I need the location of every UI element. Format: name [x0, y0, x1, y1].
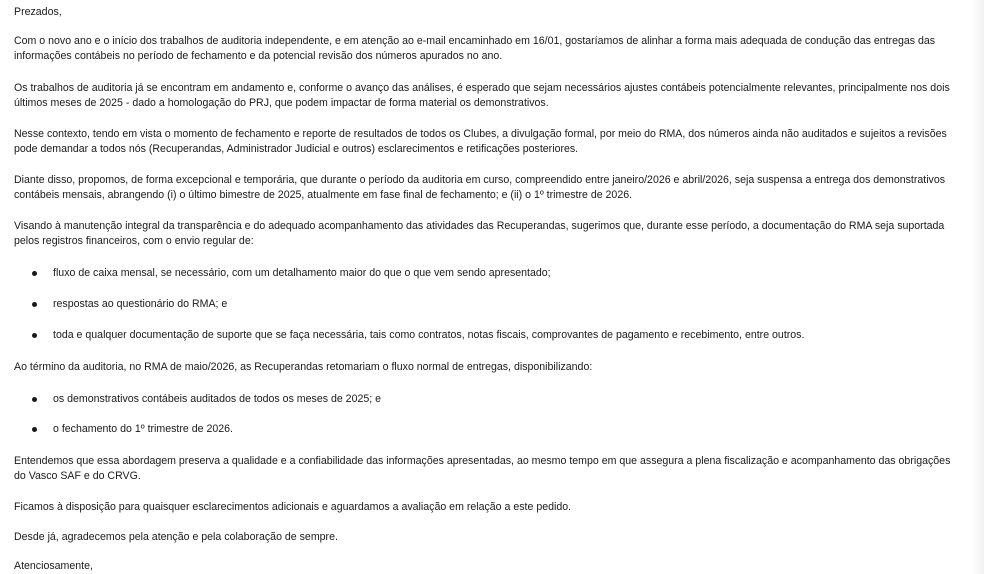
list-item-text: respostas ao questionário do RMA; e [53, 298, 228, 310]
bullet-icon [32, 271, 37, 276]
bullet-icon [32, 302, 37, 307]
paragraph-availability: Ficamos à disposição para quaisquer esclarecimentos adicionais e aguardamos a avaliação em relação a este pedido. [14, 501, 572, 513]
list-item-text: os demonstrativos contábeis auditados de todos os meses de 2025; e [53, 393, 382, 405]
paragraph-proposal: Diante disso, propomos, de forma excepcional e temporária, que durante o período da auditoria em curso, compreendido entre janeiro/2026 e abril/2026, seja suspensa a entrega dos demonstrativos contábeis mensais, abrangendo (i) o último bimestre de 2025, atualmente em fase final de fechamento; e (ii) o 1º trimestre de 2026. [14, 174, 946, 201]
paragraph-approach: Entendemos que essa abordagem preserva a qualidade e a confiabilidade das informações apresentadas, ao mesmo tempo em que assegura a plena fiscalização e acompanhamento das obrigações do Vasco SAF e do CRVG. [14, 455, 951, 482]
list-item [32, 392, 381, 407]
paragraph-intro: Com o novo ano e o início dos trabalhos de auditoria independente, e em atenção ao e-mail encaminhado em 16/01, gostaríamos de alinhar a forma mais adequada de condução das entregas das informações contábeis no período de fechamento e da potencial revisão dos números apurados no ano. [14, 35, 936, 62]
list-item [32, 422, 233, 437]
paragraph-transparency: Visando à manutenção integral da transparência e do adequado acompanhamento das atividades das Recuperandas, sugerimos que, durante esse período, a documentação do RMA seja suportada pelos registros financeiros, com o envio regular de: [14, 220, 945, 247]
paragraph-after-audit: Ao término da auditoria, no RMA de maio/2026, as Recuperandas retomariam o fluxo normal de entregas, disponibilizando: [14, 361, 593, 373]
page-edge [972, 0, 984, 574]
paragraph-audit-progress: Os trabalhos de auditoria já se encontram em andamento e, conforme o avanço das análises, é esperado que sejam necessários ajustes contábeis potencialmente relevantes, principalmente nos dois últimos meses de 2025 - dado a homologação do PRJ, que podem impactar de forma material os demonstrativos. [14, 82, 950, 109]
bullet-icon [32, 397, 37, 402]
greeting: Prezados, [14, 6, 62, 18]
list-item-text: o fechamento do 1º trimestre de 2026. [53, 423, 233, 435]
list-item [32, 328, 804, 343]
paragraph-context: Nesse contexto, tendo em vista o momento de fechamento e reporte de resultados de todos os Clubes, a divulgação formal, por meio do RMA, dos números ainda não auditados e sujeitos a revisões pode demandar a todos nós (Recuperandas, Administrador Judicial e outros) esclarecimentos e retificações posteriores. [14, 128, 947, 155]
list-item [32, 297, 227, 312]
list-item-text: fluxo de caixa mensal, se necessário, com um detalhamento maior do que o que vem sendo apresentado; [53, 267, 551, 279]
bullet-icon [32, 427, 37, 432]
paragraph-thanks: Desde já, agradecemos pela atenção e pela colaboração de sempre. [14, 531, 338, 543]
bullet-icon [32, 333, 37, 338]
signoff: Atenciosamente, [14, 560, 93, 572]
list-item [32, 266, 551, 281]
list-item-text: toda e qualquer documentação de suporte que se faça necessária, tais como contratos, notas fiscais, comprovantes de pagamento e recebimento, entre outros. [53, 329, 805, 341]
